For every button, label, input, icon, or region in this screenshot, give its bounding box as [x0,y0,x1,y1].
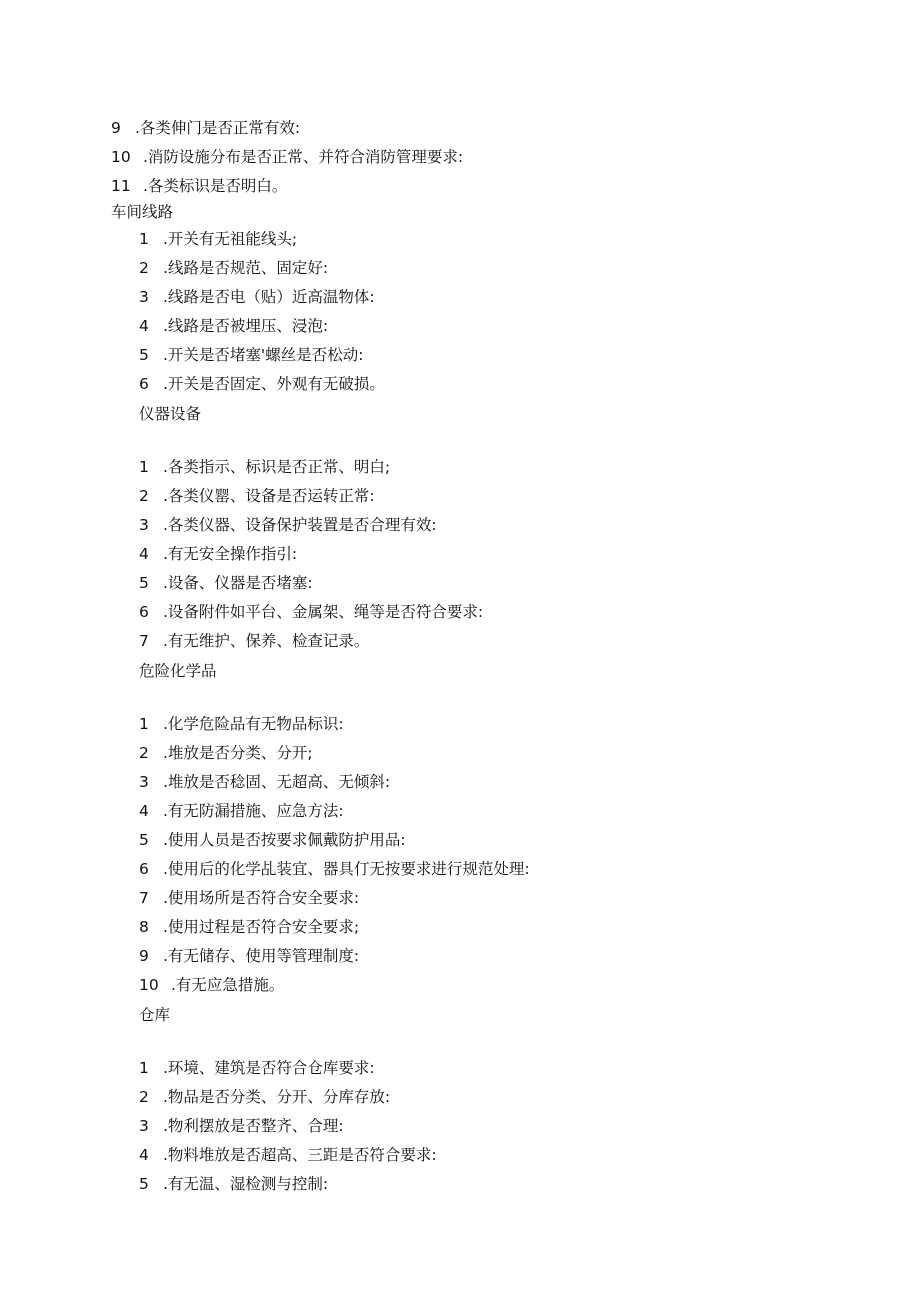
item-text: .使用过程是否符合安全要求; [163,918,360,936]
item-number: 9 [111,119,121,137]
item-text: .各类仪罂、设备是否运转正常: [163,487,375,505]
item-text: .各类指示、标识是否正常、明白; [163,458,391,476]
item-number: 4 [139,545,149,563]
item-text: .开关有无祖能线头; [163,230,298,248]
item-number: 8 [139,918,149,936]
list-item [139,600,483,624]
list-item [139,799,344,823]
item-text: .物料堆放是否超高、三距是否符合要求: [163,1146,437,1164]
item-text: .各类仪器、设备保护装置是否合理有效: [163,516,437,534]
list-item [139,770,390,794]
list-item [139,1114,344,1138]
section-title: 仪器设备 [139,405,202,423]
item-text: .线路是否被埋压、浸泡: [163,317,329,335]
item-number: 6 [139,860,149,878]
item-text: .环境、建筑是否符合仓库要求: [163,1059,375,1077]
list-item [139,285,375,309]
item-text: .化学危险品有无物品标识: [163,715,344,733]
list-item [139,828,406,852]
list-item [139,1085,390,1109]
item-text: .各类伸门是否正常有效: [135,119,301,137]
item-number: 2 [139,259,149,277]
item-text: .使用人员是否按要求佩戴防护用品: [163,831,406,849]
item-text: .物品是否分类、分开、分库存放: [163,1088,391,1106]
list-item [139,741,313,765]
item-number: 9 [139,947,149,965]
list-item [139,1143,437,1167]
list-item [139,372,385,396]
list-item [111,145,463,169]
item-number: 3 [139,1117,149,1135]
item-number: 1 [139,458,149,476]
list-item [139,857,530,881]
item-number: 2 [139,487,149,505]
item-number: 4 [139,317,149,335]
item-text: .各类标识是否明白。 [143,177,288,195]
list-item [111,116,300,140]
item-number: 1 [139,715,149,733]
item-text: .线路是否电（贴）近高温物体: [163,288,375,306]
item-text: .堆放是否稔固、无超高、无倾斜: [163,773,391,791]
section-title: 危险化学品 [139,662,217,680]
item-number: 1 [139,230,149,248]
list-item [139,1172,328,1196]
item-number: 6 [139,375,149,393]
list-item [139,944,359,968]
item-number: 4 [139,1146,149,1164]
item-number: 3 [139,288,149,306]
item-text: .物利摆放是否整齐、合理: [163,1117,344,1135]
item-text: .开关是否固定、外观有无破损。 [163,375,385,393]
section-title: 仓库 [139,1006,171,1024]
item-number: 11 [111,177,131,195]
list-item [139,484,375,508]
list-item [139,314,328,338]
item-text: .有无应急措施。 [171,976,285,994]
list-item [139,571,313,595]
list-item [139,1056,375,1080]
item-number: 4 [139,802,149,820]
item-text: .有无储存、使用等管理制度: [163,947,360,965]
list-item [139,513,437,537]
item-number: 5 [139,574,149,592]
item-text: .堆放是否分类、分开; [163,744,313,762]
list-item [139,256,328,280]
item-number: 10 [139,976,159,994]
item-text: .有无防漏措施、应急方法: [163,802,344,820]
item-number: 2 [139,744,149,762]
list-item [111,174,287,198]
item-text: .开关是否堵塞'螺丝是否松动: [163,346,364,364]
list-item [139,629,369,653]
item-text: .使用场所是否符合安全要求: [163,889,360,907]
section-title: 车间线路 [111,203,174,221]
item-text: .设备、仪器是否堵塞: [163,574,313,592]
item-number: 3 [139,773,149,791]
list-item [139,915,359,939]
item-number: 3 [139,516,149,534]
item-text: .有无温、湿检测与控制: [163,1175,329,1193]
item-number: 1 [139,1059,149,1077]
item-number: 10 [111,148,131,166]
item-number: 5 [139,346,149,364]
list-item [139,455,390,479]
item-number: 5 [139,1175,149,1193]
item-number: 2 [139,1088,149,1106]
list-item [139,886,359,910]
list-item [139,542,297,566]
item-text: .线路是否规范、固定好: [163,259,329,277]
list-item [139,227,297,251]
item-number: 6 [139,603,149,621]
item-number: 7 [139,632,149,650]
item-text: .消防设施分布是否正常、并符合消防管理要求: [143,148,464,166]
item-text: .有无维护、保养、检查记录。 [163,632,370,650]
item-number: 5 [139,831,149,849]
item-text: .使用后的化学乩装宜、器具仃无按要求进行规范处理: [163,860,530,878]
list-item [139,343,363,367]
item-number: 7 [139,889,149,907]
item-text: .设备附件如平台、金属架、绳等是否符合要求: [163,603,484,621]
item-text: .有无安全操作指引: [163,545,298,563]
list-item [139,973,284,997]
list-item [139,712,344,736]
